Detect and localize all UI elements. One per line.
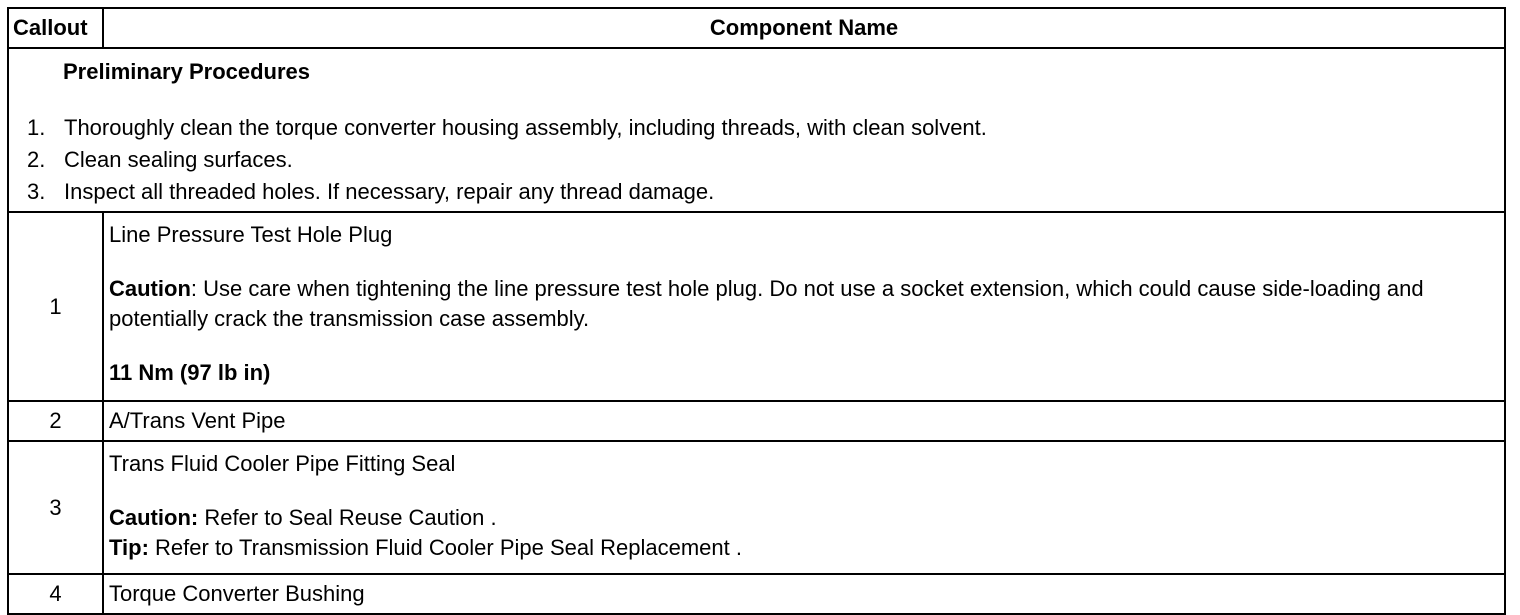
- table-row: [8, 401, 1505, 441]
- caution-text: Refer to Seal Reuse Caution .: [198, 505, 497, 530]
- list-item: [27, 180, 987, 212]
- tip-label: Tip:: [109, 535, 149, 560]
- table-row: [8, 441, 1505, 574]
- component-name: A/Trans Vent Pipe: [103, 401, 1505, 441]
- component-description: [103, 212, 1505, 401]
- callout-header: Callout: [8, 8, 103, 48]
- callout-number: 2: [8, 401, 103, 441]
- caution-note: [109, 274, 1504, 334]
- step-text: Thoroughly clean the torque converter housing assembly, including threads, with clean solvent.: [64, 115, 987, 140]
- torque-spec: 11 Nm (97 lb in): [109, 360, 271, 385]
- component-description: [103, 441, 1505, 574]
- step-text: Clean sealing surfaces.: [64, 147, 293, 172]
- header-row: [8, 8, 1505, 48]
- list-item: [27, 116, 987, 148]
- step-number: 2.: [27, 147, 46, 172]
- tip-note: [109, 533, 1504, 563]
- tip-text: Refer to Transmission Fluid Cooler Pipe Seal Replacement .: [148, 535, 742, 560]
- step-text: Inspect all threaded holes. If necessary, repair any thread damage.: [64, 179, 715, 204]
- callout-number: 3: [8, 441, 103, 574]
- preliminary-steps: [27, 116, 987, 212]
- preliminary-cell: [8, 48, 1505, 212]
- step-number: 1.: [27, 115, 46, 140]
- step-number: 3.: [27, 179, 46, 204]
- caution-note: [109, 503, 1504, 533]
- component-name: Torque Converter Bushing: [103, 574, 1505, 614]
- caution-text: : Use care when tightening the line pressure test hole plug. Do not use a socket extension, which could cause side-loading and potentially crack the transmission case assembly.: [109, 276, 1424, 331]
- table-row: [8, 574, 1505, 614]
- caution-label: Caution:: [109, 505, 199, 530]
- callout-number: 4: [8, 574, 103, 614]
- callout-number: 1: [8, 212, 103, 401]
- caution-label: Caution: [109, 276, 191, 301]
- list-item: [27, 148, 987, 180]
- component-name: Trans Fluid Cooler Pipe Fitting Seal: [109, 451, 456, 476]
- component-name-header: Component Name: [103, 8, 1505, 48]
- preliminary-title: Preliminary Procedures: [63, 59, 311, 84]
- component-table: [7, 7, 1506, 615]
- table-row: [8, 212, 1505, 401]
- preliminary-row: [8, 48, 1505, 212]
- component-name: Line Pressure Test Hole Plug: [109, 222, 393, 247]
